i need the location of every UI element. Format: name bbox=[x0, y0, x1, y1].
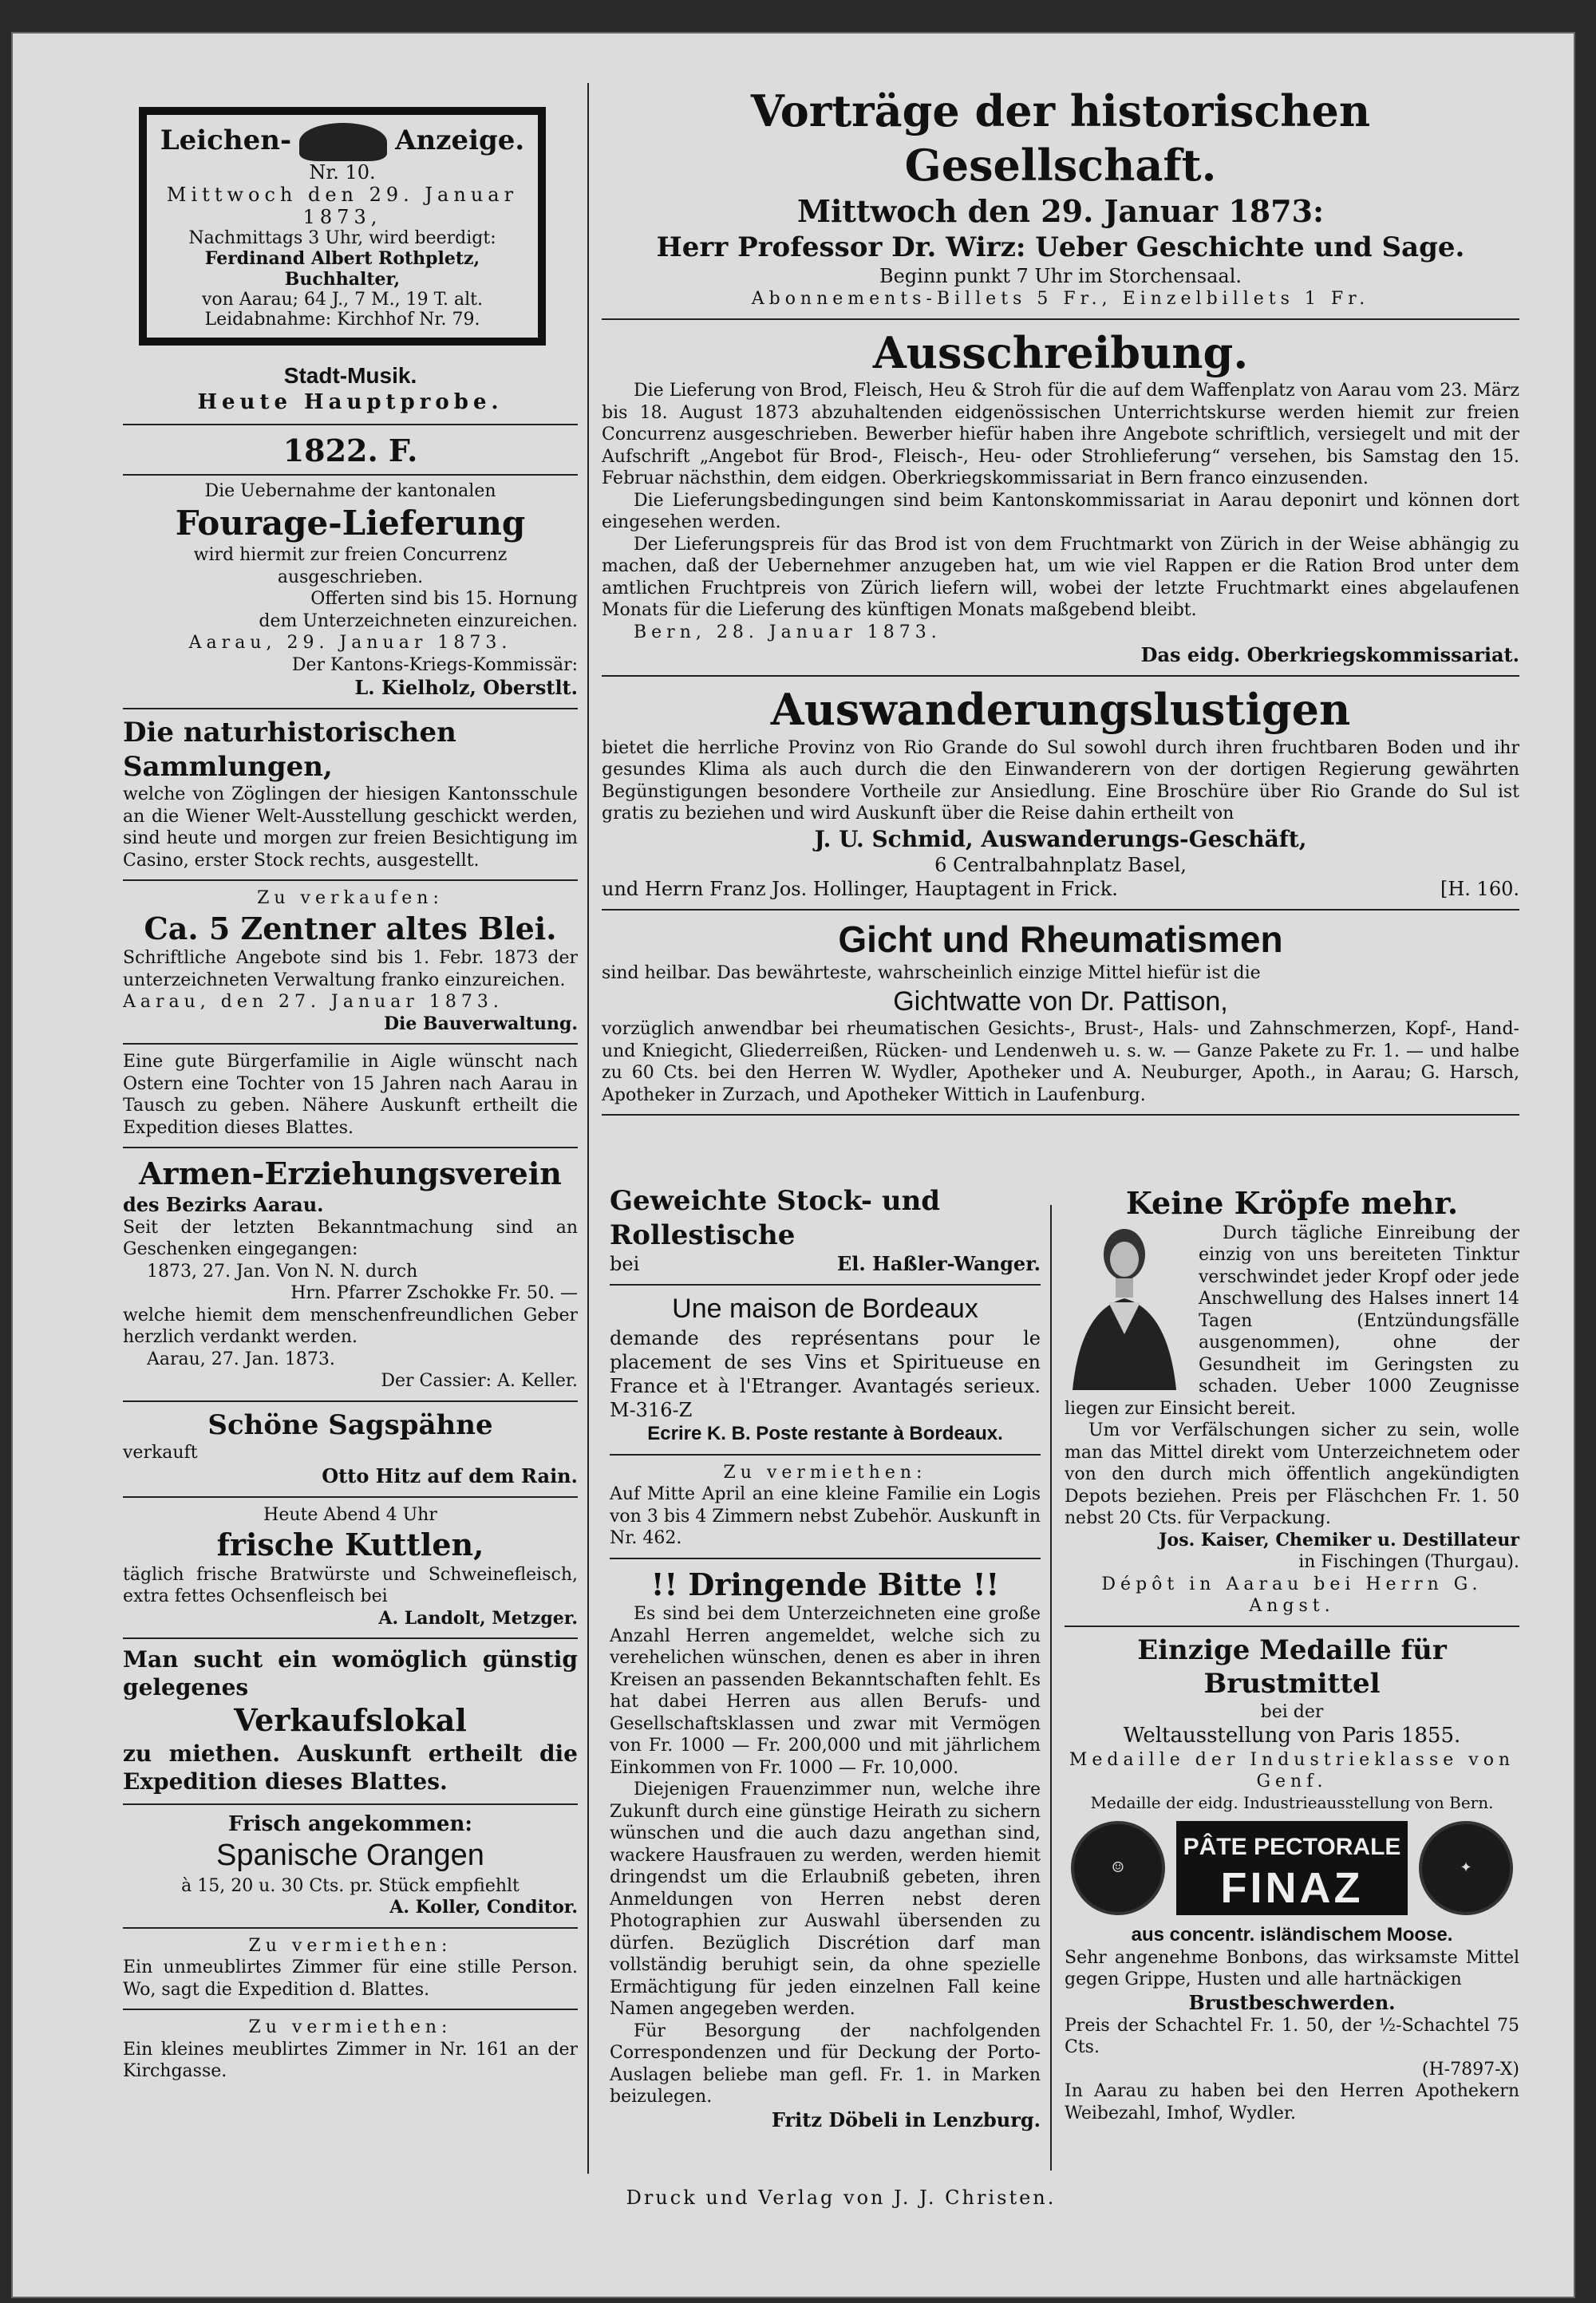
column-divider bbox=[587, 83, 589, 2174]
stockfische-ad: Geweichte Stock- und Rollestische bei El. Haßler-Wanger. bbox=[610, 1178, 1041, 1286]
dringende-bitte-ad: !! Dringende Bitte !! Es sind bei dem Unterzeichneten eine große Anzahl Herren angemeldet, welche sich zu verehelichen wünschen, denen es aber in ihren Kreisen an passenden Bekanntschaften fehlt. Es hat dabei Herren aus allen Berufs- und Gesellschaftsklassen und zwar mit Vermögen von Fr. 1000 — Fr. 200,000 und mit jährlichem Einkommen von Fr. 1000 — Fr. 10,000. Diejenigen Frauenzimmer nun, welche ihre Zukunft durch eine günstige Heirath zu sichern wünschen und die auch dazu angethan sind, wackere Hausfrauen zu werden, werden hiemit dringendst um die Erlaubniß gebeten, ihren Anmeldungen von Herren nebst deren Photographien zur Auswahl übersenden zu dürfen. Bezüglich Discrétion darf man vollständig beruhigt sein, da ohne spezielle Ermächtigung für jeden einzelnen Fall keine Namen angegeben werden. Für Besorgung der nachfolgenden Correspondenzen und für Deckung der Porto-Auslagen beliebe man gefl. Fr. 1. in Marken beizulegen. Fritz Döbeli in Lenzburg. bbox=[610, 1566, 1041, 2131]
kropf-ad: Keine Kröpfe mehr. Durch tägliche Einreibung der einzig von uns bereiteten Tinktur verschwindet jeder Kropf oder jede Anschwellung des Halses innert 14 Tagen (Entzündungsfälle ausgenommen), ohne der Gesundheit im Geringsten zu schaden. Ueber 1000 Zeugnisse liegen zur Einsicht bereit. Um vor Verfälschungen sicher zu sein, wolle man das Mittel direkt vom Unterzeichnetem oder von den durch mich öffentlich angekündigten Depots beziehen. Preis per Fläschchen Fr. 1. 50 nebst 20 Cts. für Verpackung. Jos. Kaiser, Chemiker u. Destillateur in Fischingen (Thurgau). Dépôt in Aarau bei Herrn G. Angst. bbox=[1065, 1178, 1519, 1627]
newspaper-page bbox=[11, 32, 1575, 2298]
aigle-ad: Eine gute Bürgerfamilie in Aigle wünscht nach Ostern eine Tochter von 15 Jahren nach Aarau in Tausch zu geben. Nähere Auskunft ertheilt die Expedition dieses Blattes. bbox=[123, 1045, 578, 1148]
eagle-medal-icon: ✦ bbox=[1419, 1821, 1513, 1915]
medaille-ad: Einzige Medaille für Brustmittel bei der Weltausstellung von Paris 1855. Medaille der Industrieklasse von Genf. Medaille der eidg. Industrieausstellung von Bern. ☺ PÂTE PECTORALE FINAZ ✦ aus concentr. isländischem Moose. Sehr angenehme Bonbons, das wirksamste Mittel gegen Grippe, Husten und alle hartnäckigen Brustbeschwerden. Preis der Schachtel Fr. 1. 50, der ½-Schachtel 75 Cts. (H-7897-X) In Aarau zu haben bei den Herren Apothekern Weibezahl, Imhof, Wydler. bbox=[1065, 1633, 1519, 2123]
naturhistorische-ad: Die naturhistorischen Sammlungen, welche von Zöglingen der hiesigen Kantonsschule an die Wiener Welt-Ausstellung geschickt werden, sind heute und morgen zur freien Besichtigung im Casino, erster Stock rechts, ausgestellt. bbox=[123, 709, 578, 881]
sagspaehne-ad: Schöne Sagspähne verkauft Otto Hitz auf dem Rain. bbox=[123, 1402, 578, 1498]
left-column bbox=[123, 78, 578, 2091]
armen-verein-ad: Armen-Erziehungsverein des Bezirks Aarau. Seit der letzten Bekanntmachung sind an Geschenken eingegangen: 1873, 27. Jan. Von N. N. durch Hrn. Pfarrer Zschokke Fr. 50. — welche hiemit dem menschenfreundlichen Geber herzlich verdankt werden. Aarau, 27. Jan. 1873. Der Cassier: A. Keller. bbox=[123, 1148, 578, 1402]
bordeaux-ad: Une maison de Bordeaux demande des représentans pour le placement de ses Vins et Spiritueuse en France et à l'Etranger. Avantagés serieux. M-316-Z Ecrire K. B. Poste restante à Bordeaux. bbox=[610, 1286, 1041, 1456]
right-subcolumn-1 bbox=[610, 1178, 1041, 2140]
vortraege-ad: Vorträge der historischen Gesellschaft. Mittwoch den 29. Januar 1873: Herr Professor Dr. Wirz: Ueber Geschichte und Sage. Beginn punkt 7 Uhr im Storchensaal. Abonnements-Billets 5 Fr., Einzelbillets 1 Fr. bbox=[602, 78, 1519, 320]
subcolumn-divider bbox=[1050, 1205, 1052, 2171]
auswanderung-ad: Auswanderungslustigen bietet die herrliche Provinz von Rio Grande do Sul sowohl durch ihren fruchtbaren Boden und ihr gesundes Klima als auch durch die den Einwanderern von der dortigen Regierung gewährten Begünstigungen besondere Vortheile zur Ansiedlung. Eine Broschüre über Rio Grande do Sul ist gratis zu beziehen und wird Auskunft über die Reise dahin ertheilt von J. U. Schmid, Auswanderungs-Geschäft, 6 Centralbahnplatz Basel, und Herrn Franz Jos. Hollinger, Hauptagent in Frick. [H. 160. bbox=[602, 677, 1519, 911]
logis-ad: Zu vermiethen: Auf Mitte April an eine kleine Familie ein Logis von 3 bis 4 Zimmern nebst Zubehör. Auskunft in Nr. 462. bbox=[610, 1456, 1041, 1559]
right-subcolumn-2 bbox=[1065, 1178, 1519, 2132]
ausschreibung-ad: Ausschreibung. Die Lieferung von Brod, Fleisch, Heu & Stroh für die auf dem Waffenplatz von Aarau vom 23. März bis 18. August 1873 abzuhaltenden eidgenössischen Unterrichtskurse werden hiemit zur freien Concurrenz ausgeschrieben. Bewerber hiefür haben ihre Angebote schriftlich, versiegelt und mit der Aufschrift „Angebot für Brod-, Fleisch-, Heu- oder Strohlieferung“ versehen, bis Samstag den 15. Februar nächsthin, dem eidgen. Oberkriegskommissariat in Bern franco einzusenden. Die Lieferungsbedingungen sind beim Kantonskommissariat in Aarau deponirt und können dort eingesehen werden. Der Lieferungspreis für das Brod ist von dem Fruchtmarkt von Zürich in der Weise abhängig zu machen, daß der Uebernehmer anzugeben hat, um wie viel Rappen er die Ration Brod unter dem amtlichen Fruchtpreis von Zürich liefern will, wobei der letzte Fruchtmarkt eines abgelaufenen Monats für die Lieferung des künftigen Monats maßgebend bleibt. Bern, 28. Januar 1873. Das eidg. Oberkriegskommissariat. bbox=[602, 320, 1519, 677]
portrait-medal-icon: ☺ bbox=[1071, 1821, 1165, 1915]
fourage-ad: 1822. F. Die Uebernahme der kantonalen Fourage-Lieferung wird hiermit zur freien Concurrenz ausgeschrieben. Offerten sind bis 15. Hornung dem Unterzeichneten einzureichen. Aarau, 29. Januar 1873. Der Kantons-Kriegs-Kommissär: L. Kielholz, Oberstlt. bbox=[123, 425, 578, 710]
woman-portrait-icon bbox=[1065, 1223, 1184, 1390]
zimmer-ad-1: Zu vermiethen: Ein unmeublirtes Zimmer für eine stille Person. Wo, sagt die Expedition d. Blattes. bbox=[123, 1929, 578, 2011]
zimmer-ad-2: Zu vermiethen: Ein kleines meublirtes Zimmer in Nr. 161 an der Kirchgasse. bbox=[123, 2017, 578, 2081]
kuttlen-ad: Heute Abend 4 Uhr frische Kuttlen, täglich frische Bratwürste und Schweinefleisch, extra fettes Ochsenfleisch bei A. Landolt, Metzger. bbox=[123, 1498, 578, 1640]
finaz-logo: PÂTE PECTORALE FINAZ bbox=[1176, 1821, 1408, 1915]
death-notice: Leichen- Anzeige. Nr. 10. Mittwoch den 29. Januar 1873, Nachmittags 3 Uhr, wird beerdigt: Ferdinand Albert Rothpletz, Buchhalter, von Aarau; 64 J., 7 M., 19 T. alt. Leidabnahme: Kirchhof Nr. 79. bbox=[139, 107, 546, 346]
stadt-musik-ad: Stadt-Musik. Heute Hauptprobe. bbox=[123, 355, 578, 425]
blei-ad: Zu verkaufen: Ca. 5 Zentner altes Blei. Schriftliche Angebote sind bis 1. Febr. 1873 der unterzeichneten Verwaltung franko einzureichen. Aarau, den 27. Januar 1873. Die Bauverwaltung. bbox=[123, 881, 578, 1045]
orangen-ad: Frisch angekommen: Spanische Orangen à 15, 20 u. 30 Cts. pr. Stück empfiehlt A. Koller, Conditor. bbox=[123, 1805, 578, 1929]
urn-icon bbox=[299, 123, 387, 161]
right-column bbox=[602, 78, 1519, 1116]
verkaufslokal-ad: Man sucht ein womöglich günstig gelegenes Verkaufslokal zu miethen. Auskunft ertheilt die Expedition dieses Blattes. bbox=[123, 1639, 578, 1805]
gicht-ad: Gicht und Rheumatismen sind heilbar. Das bewährteste, wahrscheinlich einzige Mittel hiefür ist die Gichtwatte von Dr. Pattison, vorzüglich anwendbar bei rheumatischen Gesichts-, Brust-, Hals- und Zahnschmerzen, Kopf-, Hand- und Kniegicht, Gliederreißen, Rücken- und Lendenweh u. s. w. — Ganze Pakete zu Fr. 1. — und halbe zu 60 Cts. bei den Herren W. Wydler, Apotheker und A. Neuburger, Apoth., in Aarau; G. Harsch, Apotheker in Zurzach, und Apotheker Wittich in Laufenburg. bbox=[602, 911, 1519, 1116]
footer-imprint: Druck und Verlag von J. J. Christen. bbox=[626, 2186, 1057, 2209]
